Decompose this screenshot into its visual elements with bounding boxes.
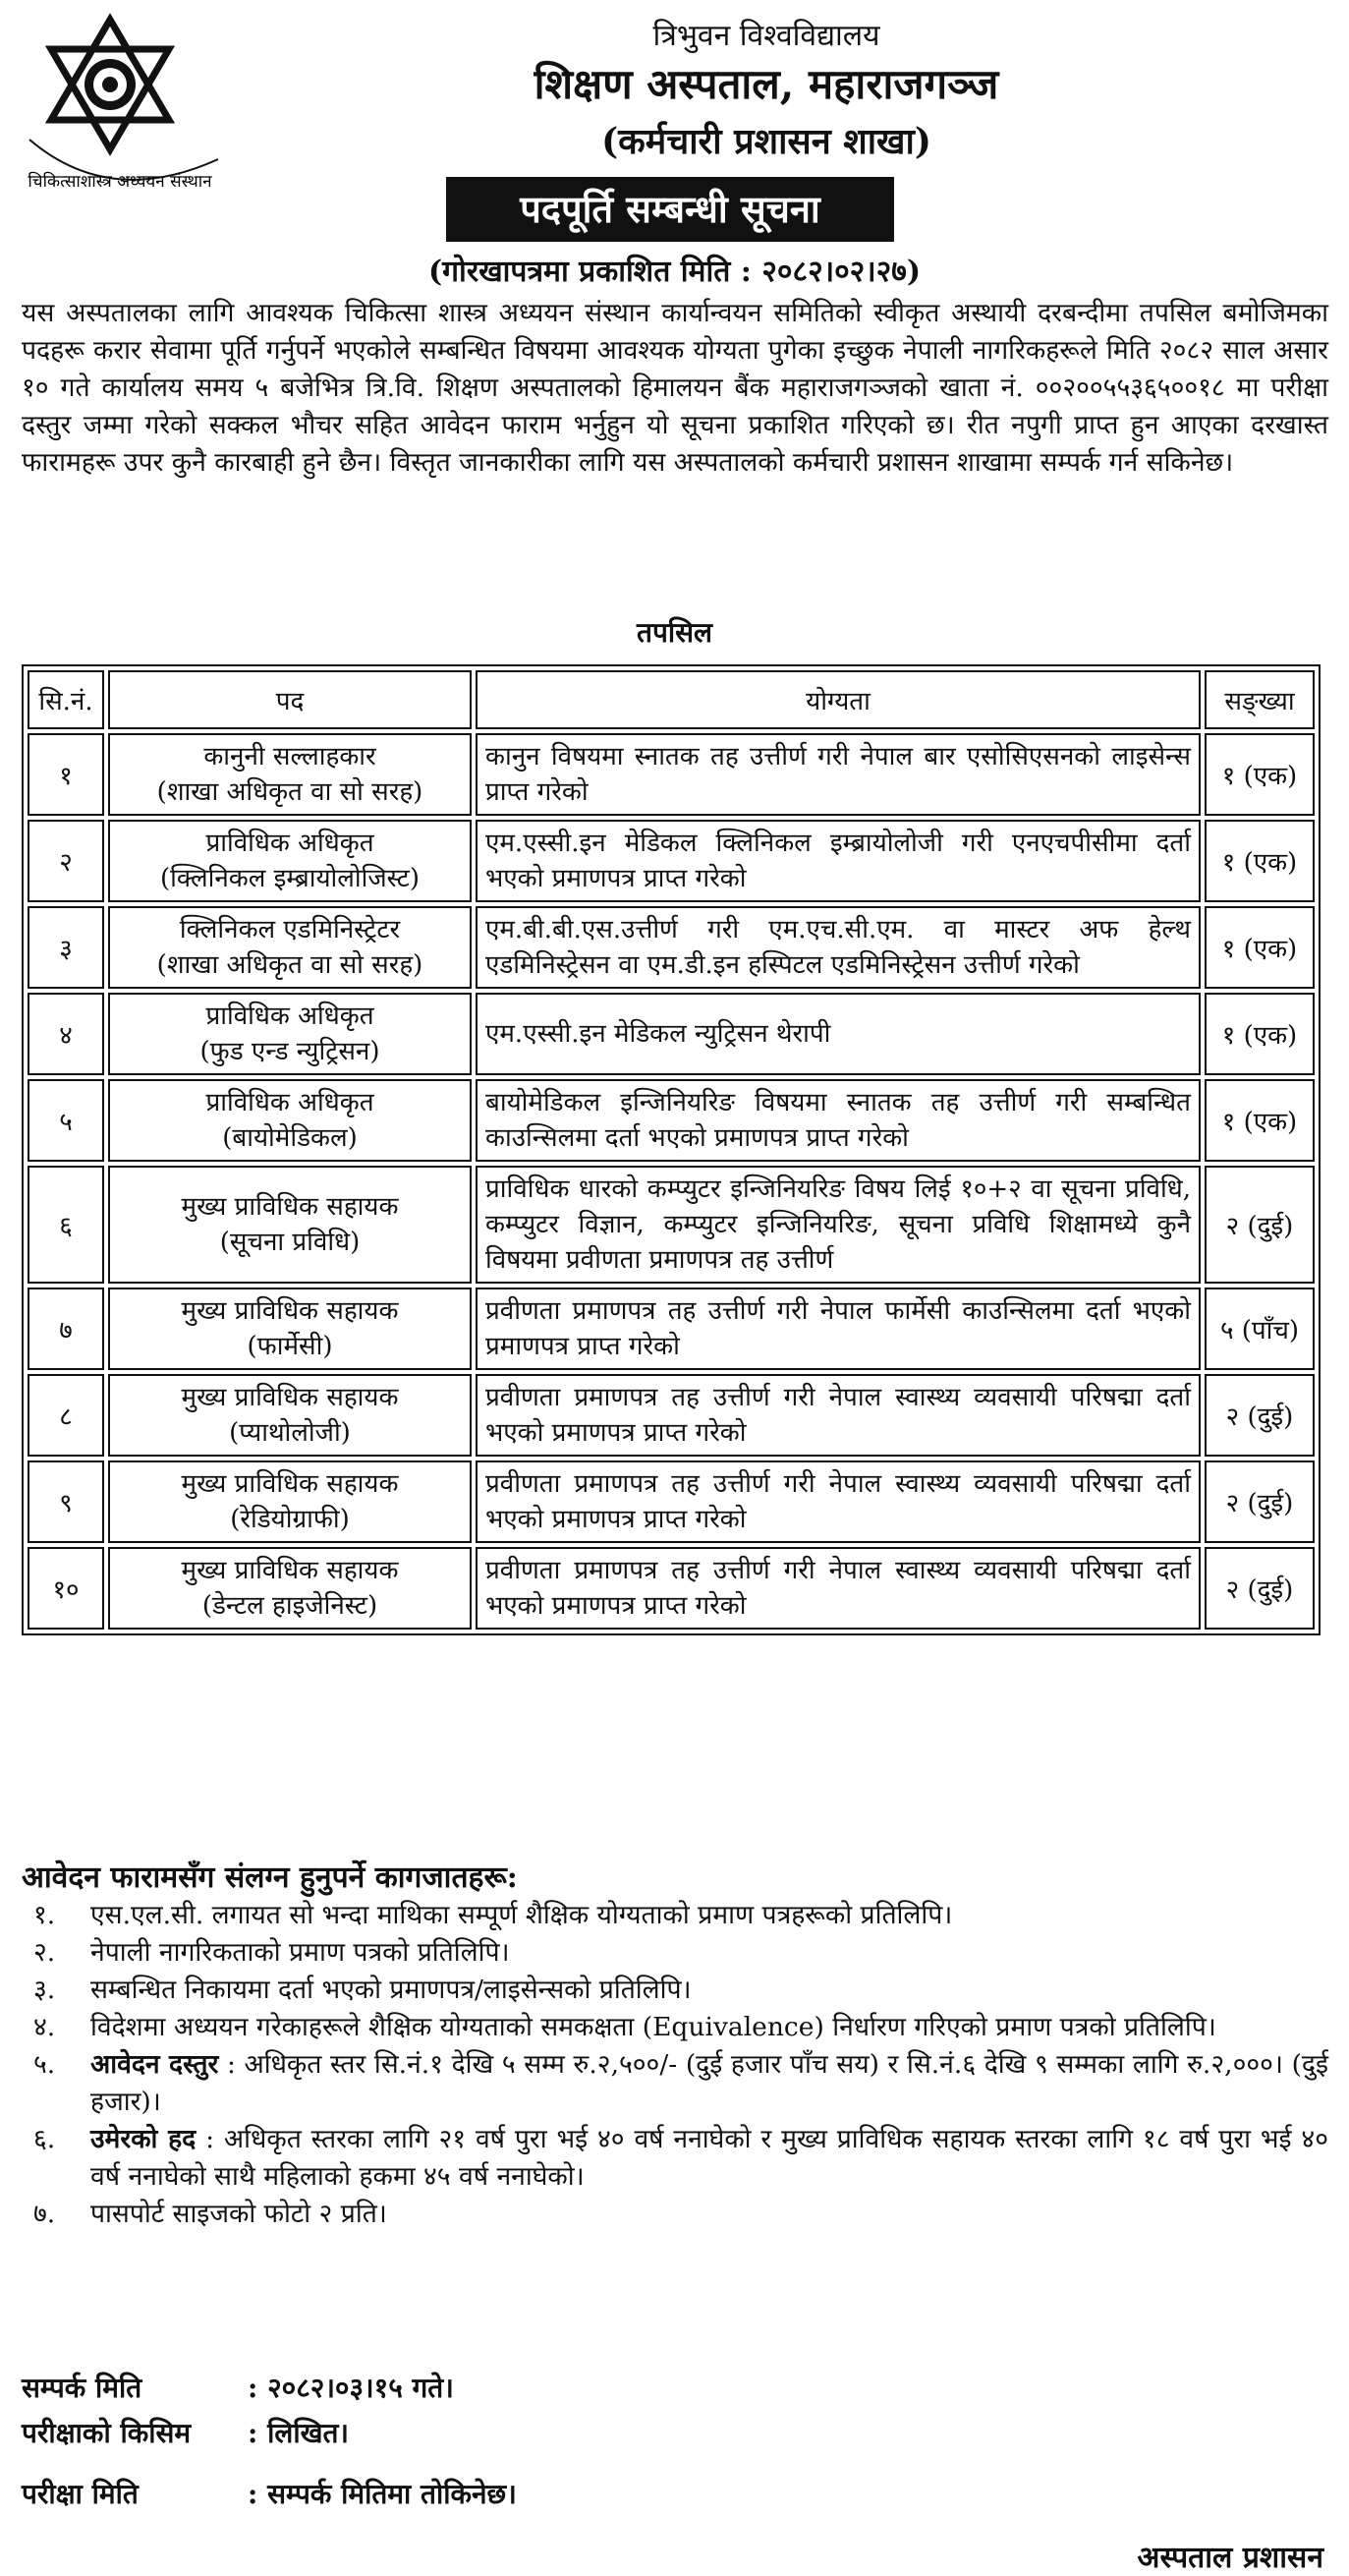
table-header-row xyxy=(28,670,1315,729)
row-qualification: एम.एस्सी.इन मेडिकल न्युट्रिसन थेरापी xyxy=(476,993,1201,1075)
row-sn: ६ xyxy=(28,1166,104,1284)
logo-text: चिकित्साशास्त्र अध्ययन संस्थान xyxy=(28,172,212,192)
exam-date-value: : सम्पर्क मितिमा तोकिनेछ। xyxy=(248,2478,517,2510)
hospital-name: शिक्षण अस्पताल, महाराजगञ्ज xyxy=(534,60,999,108)
table-row xyxy=(28,993,1315,1075)
row-post: प्राविधिक अधिकृत (क्लिनिकल इम्ब्रायोलोजिस्ट) xyxy=(108,820,472,902)
table-row xyxy=(28,1547,1315,1630)
table-row xyxy=(28,733,1315,816)
exam-type-label: परीक्षाको किसिम xyxy=(22,2417,192,2449)
row-post: क्लिनिकल एडमिनिस्ट्रेटर (शाखा अधिकृत वा सो सरह) xyxy=(108,906,472,989)
row-count: २ (दुई) xyxy=(1205,1166,1315,1284)
row-count: १ (एक) xyxy=(1205,733,1315,816)
row-sn: १० xyxy=(28,1547,104,1630)
documents-list xyxy=(22,1897,1328,2233)
row-post: मुख्य प्राविधिक सहायक (रेडियोग्राफी) xyxy=(108,1460,472,1543)
row-count: १ (एक) xyxy=(1205,820,1315,902)
col-header-post: पद xyxy=(108,670,472,729)
row-sn: ३ xyxy=(28,906,104,989)
documents-heading: आवेदन फारामसँग संलग्न हुनुपर्ने कागजातहरू: xyxy=(22,1860,518,1895)
list-item: २. नेपाली नागरिकताको प्रमाण पत्रको प्रतिलिपि। xyxy=(33,1937,510,1968)
row-qualification: एम.बी.बी.एस.उत्तीर्ण गरी एम.एच.सी.एम. वा मास्टर अफ हेल्थ एडमिनिस्ट्रेसन वा एम.डी.इन हस्पिटल एडमिनिस्ट्रेसन उत्तीर्ण गरेको xyxy=(476,906,1201,989)
table-row xyxy=(28,1288,1315,1370)
row-post: मुख्य प्राविधिक सहायक (प्याथोलोजी) xyxy=(108,1374,472,1457)
row-sn: २ xyxy=(28,820,104,902)
schedule-heading: तपसिल xyxy=(636,616,713,649)
row-sn: १ xyxy=(28,733,104,816)
col-header-count: सङ्ख्या xyxy=(1205,670,1315,729)
list-item: ५. आवेदन दस्तुर : अधिकृत स्तर सि.नं.१ देखि ५ सम्म रु.२,५००/- (दुई हजार पाँच सय) र सि.नं.६ देखि ९ सम्मका लागि रु.२,०००। (दुई हजार)। xyxy=(33,2049,1328,2117)
table-row xyxy=(28,1374,1315,1457)
row-qualification: प्राविधिक धारको कम्प्युटर इन्जिनियरिङ विषय लिई १०+२ वा सूचना प्रविधि, कम्प्युटर विज्ञान, कम्प्युटर इन्जिनियरिङ, सूचना प्रविधि शिक्षामध्ये कुनै विषयमा प्रवीणता प्रमाणपत्र तह उत्तीर्ण xyxy=(476,1166,1201,1284)
list-item: ६. उमेरको हद : अधिकृत स्तरका लागि २१ वर्ष पुरा भई ४० वर्ष ननाघेको र मुख्य प्राविधिक सहायक स्तरका लागि १८ वर्ष पुरा भई ४० वर्ष ननाघेको साथै महिलाको हकमा ४५ वर्ष ननाघेको। xyxy=(33,2124,1328,2192)
signoff: अस्पताल प्रशासन xyxy=(1137,2541,1323,2575)
row-qualification: प्रवीणता प्रमाणपत्र तह उत्तीर्ण गरी नेपाल स्वास्थ्य व्यवसायी परिषद्मा दर्ता भएको प्रमाणपत्र प्राप्त गरेको xyxy=(476,1460,1201,1543)
notice-title: पदपूर्ति सम्बन्धी सूचना xyxy=(446,177,894,242)
intro-paragraph: यस अस्पतालका लागि आवश्यक चिकित्सा शास्त्र अध्ययन संस्थान कार्यान्वयन समितिको स्वीकृत अस्थायी दरबन्दीमा तपसिल बमोजिमका पदहरू करार सेवामा पूर्ति गर्नुपर्ने भएकोले सम्बन्धित विषयमा आवश्यक योग्यता पुगेका इच्छुक नेपाली नागरिकहरूले मिति २०८२ साल असार १० गते कार्यालय समय ५ बजेभित्र त्रि.वि. शिक्षण अस्पतालको हिमालयन बैंक महाराजगञ्जको खाता नं. ००२००५५३६५००१८ मा परीक्षा दस्तुर जम्मा गरेको सक्कल भौचर सहित आवेदन फाराम भर्नुहुन यो सूचना प्रकाशित गरिएको छ। रीत नपुगी प्राप्त हुन आएका दरखास्त फारामहरू उपर कुनै कारबाही हुने छैन। विस्तृत जानकारीका लागि यस अस्पतालको कर्मचारी प्रशासन शाखामा सम्पर्क गर्न सकिनेछ। xyxy=(22,298,1328,478)
row-sn: ८ xyxy=(28,1374,104,1457)
list-item: ७. पासपोर्ट साइजको फोटो २ प्रति। xyxy=(33,2199,387,2229)
row-count: २ (दुई) xyxy=(1205,1460,1315,1543)
list-item: ४. विदेशमा अध्ययन गरेकाहरूले शैक्षिक योग्यताको समकक्षता (Equivalence) निर्धारण गरिएको प्रमाण पत्रको प्रतिलिपि। xyxy=(33,2012,1216,2042)
vacancy-table xyxy=(22,664,1321,1635)
branch-name: (कर्मचारी प्रशासन शाखा) xyxy=(601,121,931,162)
row-post: प्राविधिक अधिकृत (बायोमेडिकल) xyxy=(108,1079,472,1162)
row-qualification: कानुन विषयमा स्नातक तह उत्तीर्ण गरी नेपाल बार एसोसिएसनको लाइसेन्स प्राप्त गरेको xyxy=(476,733,1201,816)
row-count: २ (दुई) xyxy=(1205,1374,1315,1457)
row-sn: ५ xyxy=(28,1079,104,1162)
university-logo-icon xyxy=(22,12,257,199)
row-qualification: प्रवीणता प्रमाणपत्र तह उत्तीर्ण गरी नेपाल फार्मेसी काउन्सिलमा दर्ता भएको प्रमाणपत्र प्राप्त गरेको xyxy=(476,1288,1201,1370)
row-count: १ (एक) xyxy=(1205,993,1315,1075)
row-qualification: प्रवीणता प्रमाणपत्र तह उत्तीर्ण गरी नेपाल स्वास्थ्य व्यवसायी परिषद्मा दर्ता भएको प्रमाणपत्र प्राप्त गरेको xyxy=(476,1374,1201,1457)
list-item: १. एस.एल.सी. लगायत सो भन्दा माथिका सम्पूर्ण शैक्षिक योग्यताको प्रमाण पत्रहरूको प्रतिलिपि। xyxy=(33,1900,953,1930)
table-row xyxy=(28,1460,1315,1543)
row-post: कानुनी सल्लाहकार (शाखा अधिकृत वा सो सरह) xyxy=(108,733,472,816)
row-sn: ९ xyxy=(28,1460,104,1543)
table-row xyxy=(28,1166,1315,1284)
row-post: मुख्य प्राविधिक सहायक (सूचना प्रविधि) xyxy=(108,1166,472,1284)
list-item: ३. सम्बन्धित निकायमा दर्ता भएको प्रमाणपत्र/लाइसेन्सको प्रतिलिपि। xyxy=(33,1975,692,2005)
row-sn: ७ xyxy=(28,1288,104,1370)
contact-date-value: : २०८२।०३।१५ गते। xyxy=(248,2372,454,2404)
row-count: १ (एक) xyxy=(1205,906,1315,989)
col-header-qualification: योग्यता xyxy=(476,670,1201,729)
row-count: १ (एक) xyxy=(1205,1079,1315,1162)
row-sn: ४ xyxy=(28,993,104,1075)
contact-date-line xyxy=(22,2369,906,2406)
row-post: मुख्य प्राविधिक सहायक (फार्मेसी) xyxy=(108,1288,472,1370)
table-row xyxy=(28,906,1315,989)
row-qualification: प्रवीणता प्रमाणपत्र तह उत्तीर्ण गरी नेपाल स्वास्थ्य व्यवसायी परिषद्मा दर्ता भएको प्रमाणपत्र प्राप्त गरेको xyxy=(476,1547,1201,1630)
contact-date-label: सम्पर्क मिति xyxy=(22,2372,142,2404)
university-name: त्रिभुवन विश्वविद्यालय xyxy=(652,19,880,53)
exam-type-line xyxy=(22,2414,906,2451)
row-post: मुख्य प्राविधिक सहायक (डेन्टल हाइजेनिस्ट) xyxy=(108,1547,472,1630)
table-row xyxy=(28,820,1315,902)
table-row xyxy=(28,1079,1315,1162)
row-qualification: बायोमेडिकल इन्जिनियरिङ विषयमा स्नातक तह उत्तीर्ण गरी सम्बन्धित काउन्सिलमा दर्ता भएको प्रमाणपत्र प्राप्त गरेको xyxy=(476,1079,1201,1162)
row-count: २ (दुई) xyxy=(1205,1547,1315,1630)
exam-type-value: : लिखित। xyxy=(248,2417,350,2449)
exam-date-label: परीक्षा मिति xyxy=(22,2478,139,2510)
row-post: प्राविधिक अधिकृत (फुड एन्ड न्युट्रिसन) xyxy=(108,993,472,1075)
col-header-sn: सि.नं. xyxy=(28,670,104,729)
published-date: (गोरखापत्रमा प्रकाशित मिति : २०८२।०२।२७) xyxy=(427,255,922,289)
row-count: ५ (पाँच) xyxy=(1205,1288,1315,1370)
exam-date-line xyxy=(22,2475,906,2512)
row-qualification: एम.एस्सी.इन मेडिकल क्लिनिकल इम्ब्रायोलोजी गरी एनएचपीसीमा दर्ता भएको प्रमाणपत्र प्राप्त गरेको xyxy=(476,820,1201,902)
